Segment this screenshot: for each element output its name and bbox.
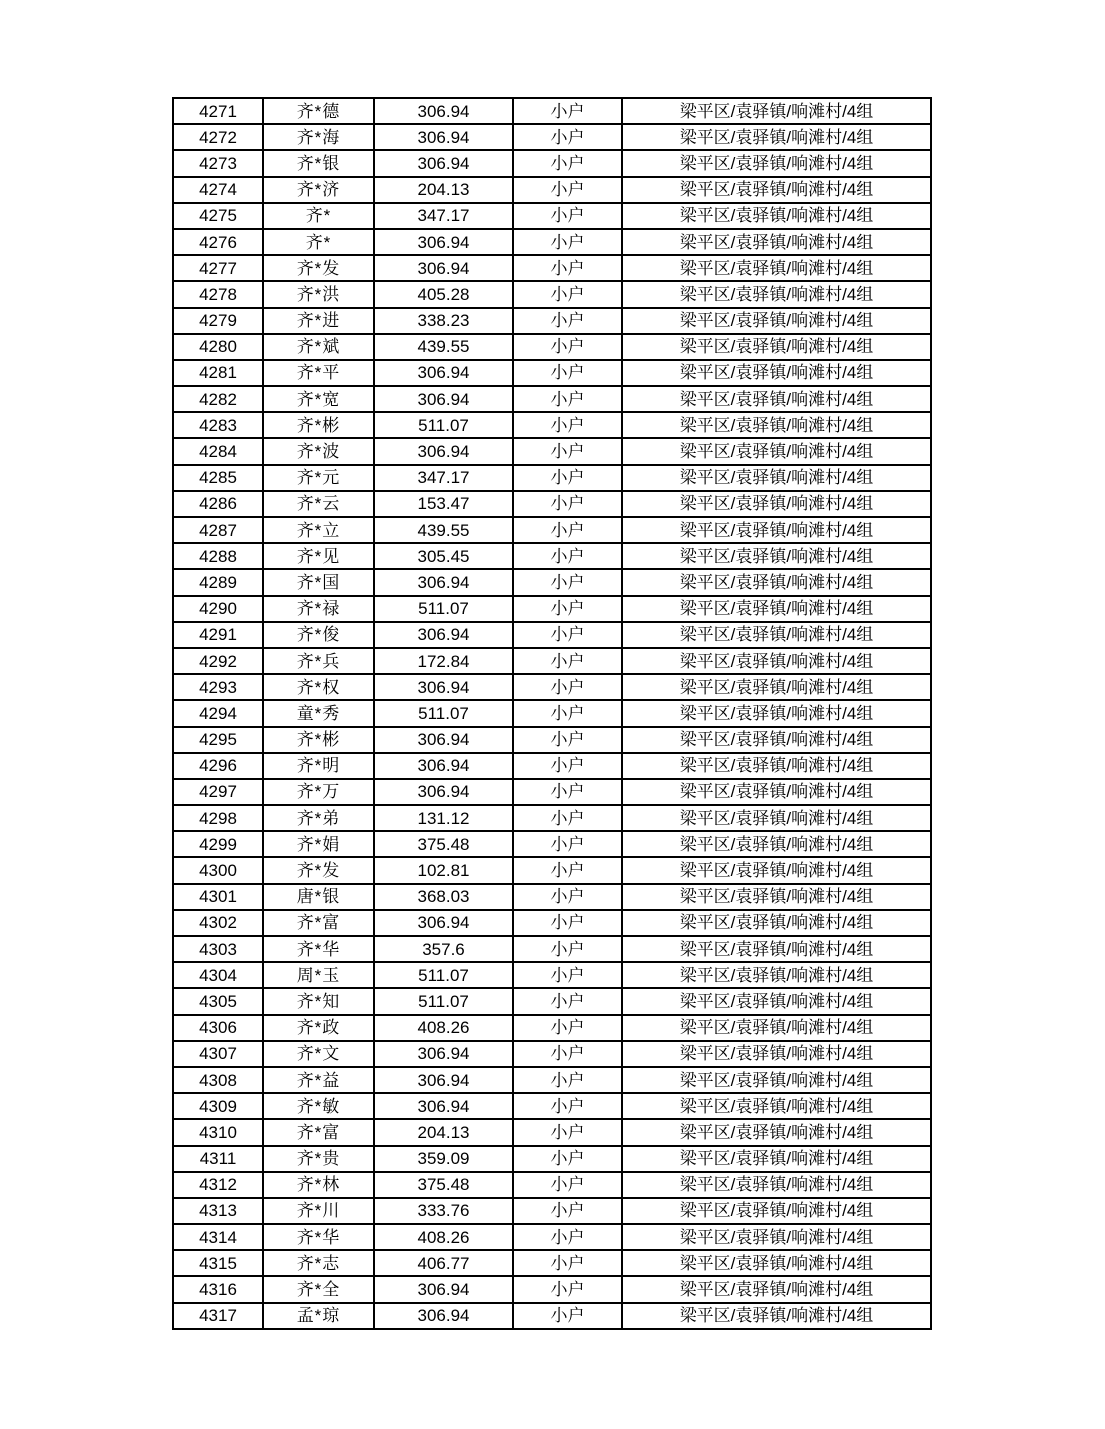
cell-serial-number: 4317 xyxy=(173,1303,263,1329)
cell-masked-name: 孟*琼 xyxy=(263,1303,374,1329)
cell-masked-name: 齐*平 xyxy=(263,360,374,386)
cell-amount: 357.6 xyxy=(374,936,513,962)
cell-masked-name: 齐*万 xyxy=(263,779,374,805)
cell-amount: 306.94 xyxy=(374,1093,513,1119)
cell-amount: 306.94 xyxy=(374,1276,513,1302)
cell-amount: 511.07 xyxy=(374,412,513,438)
cell-serial-number: 4290 xyxy=(173,596,263,622)
cell-amount: 306.94 xyxy=(374,255,513,281)
table-row xyxy=(173,884,931,910)
cell-household-type: 小户 xyxy=(513,150,622,176)
cell-amount: 305.45 xyxy=(374,543,513,569)
cell-masked-name: 齐*志 xyxy=(263,1250,374,1276)
cell-household-type: 小户 xyxy=(513,884,622,910)
cell-serial-number: 4305 xyxy=(173,988,263,1014)
table-row xyxy=(173,1146,931,1172)
cell-household-type: 小户 xyxy=(513,700,622,726)
cell-amount: 511.07 xyxy=(374,596,513,622)
table-row xyxy=(173,674,931,700)
cell-serial-number: 4307 xyxy=(173,1041,263,1067)
cell-household-type: 小户 xyxy=(513,910,622,936)
cell-address: 梁平区/袁驿镇/响滩村/4组 xyxy=(622,831,931,857)
cell-address: 梁平区/袁驿镇/响滩村/4组 xyxy=(622,1015,931,1041)
cell-masked-name: 齐*立 xyxy=(263,517,374,543)
cell-masked-name: 周*玉 xyxy=(263,962,374,988)
cell-serial-number: 4288 xyxy=(173,543,263,569)
cell-serial-number: 4293 xyxy=(173,674,263,700)
cell-address: 梁平区/袁驿镇/响滩村/4组 xyxy=(622,98,931,124)
cell-amount: 306.94 xyxy=(374,124,513,150)
table-row xyxy=(173,203,931,229)
cell-household-type: 小户 xyxy=(513,753,622,779)
table-row xyxy=(173,281,931,307)
cell-serial-number: 4292 xyxy=(173,648,263,674)
cell-masked-name: 齐*宽 xyxy=(263,386,374,412)
cell-address: 梁平区/袁驿镇/响滩村/4组 xyxy=(622,1093,931,1119)
cell-household-type: 小户 xyxy=(513,962,622,988)
cell-household-type: 小户 xyxy=(513,517,622,543)
table-row xyxy=(173,412,931,438)
cell-household-type: 小户 xyxy=(513,1198,622,1224)
table-row xyxy=(173,386,931,412)
cell-address: 梁平区/袁驿镇/响滩村/4组 xyxy=(622,569,931,595)
table-row xyxy=(173,308,931,334)
cell-masked-name: 齐*富 xyxy=(263,1119,374,1145)
cell-household-type: 小户 xyxy=(513,98,622,124)
cell-household-type: 小户 xyxy=(513,936,622,962)
cell-household-type: 小户 xyxy=(513,308,622,334)
cell-serial-number: 4275 xyxy=(173,203,263,229)
cell-masked-name: 齐*贵 xyxy=(263,1146,374,1172)
cell-serial-number: 4281 xyxy=(173,360,263,386)
cell-address: 梁平区/袁驿镇/响滩村/4组 xyxy=(622,465,931,491)
cell-serial-number: 4282 xyxy=(173,386,263,412)
cell-serial-number: 4271 xyxy=(173,98,263,124)
cell-household-type: 小户 xyxy=(513,674,622,700)
cell-household-type: 小户 xyxy=(513,386,622,412)
cell-amount: 306.94 xyxy=(374,727,513,753)
cell-serial-number: 4313 xyxy=(173,1198,263,1224)
cell-masked-name: 齐*华 xyxy=(263,936,374,962)
table-row xyxy=(173,648,931,674)
cell-household-type: 小户 xyxy=(513,1015,622,1041)
cell-household-type: 小户 xyxy=(513,334,622,360)
cell-household-type: 小户 xyxy=(513,779,622,805)
cell-address: 梁平区/袁驿镇/响滩村/4组 xyxy=(622,962,931,988)
cell-household-type: 小户 xyxy=(513,1172,622,1198)
table-row xyxy=(173,334,931,360)
cell-masked-name: 齐*银 xyxy=(263,150,374,176)
cell-masked-name: 齐*文 xyxy=(263,1041,374,1067)
cell-address: 梁平区/袁驿镇/响滩村/4组 xyxy=(622,700,931,726)
cell-household-type: 小户 xyxy=(513,1093,622,1119)
table-row xyxy=(173,465,931,491)
cell-household-type: 小户 xyxy=(513,491,622,517)
cell-masked-name: 齐*川 xyxy=(263,1198,374,1224)
cell-address: 梁平区/袁驿镇/响滩村/4组 xyxy=(622,1276,931,1302)
table-row xyxy=(173,831,931,857)
cell-household-type: 小户 xyxy=(513,1276,622,1302)
cell-serial-number: 4316 xyxy=(173,1276,263,1302)
cell-serial-number: 4303 xyxy=(173,936,263,962)
cell-amount: 306.94 xyxy=(374,1303,513,1329)
cell-address: 梁平区/袁驿镇/响滩村/4组 xyxy=(622,543,931,569)
cell-address: 梁平区/袁驿镇/响滩村/4组 xyxy=(622,1224,931,1250)
cell-amount: 375.48 xyxy=(374,831,513,857)
cell-masked-name: 齐*彬 xyxy=(263,727,374,753)
cell-amount: 408.26 xyxy=(374,1015,513,1041)
cell-serial-number: 4283 xyxy=(173,412,263,438)
cell-serial-number: 4294 xyxy=(173,700,263,726)
cell-amount: 306.94 xyxy=(374,674,513,700)
cell-serial-number: 4315 xyxy=(173,1250,263,1276)
table-row xyxy=(173,1198,931,1224)
cell-serial-number: 4295 xyxy=(173,727,263,753)
table-row xyxy=(173,229,931,255)
table-row xyxy=(173,753,931,779)
cell-address: 梁平区/袁驿镇/响滩村/4组 xyxy=(622,412,931,438)
cell-masked-name: 齐*敏 xyxy=(263,1093,374,1119)
cell-serial-number: 4308 xyxy=(173,1067,263,1093)
cell-household-type: 小户 xyxy=(513,857,622,883)
table-row xyxy=(173,1250,931,1276)
cell-amount: 306.94 xyxy=(374,622,513,648)
cell-address: 梁平区/袁驿镇/响滩村/4组 xyxy=(622,622,931,648)
cell-serial-number: 4274 xyxy=(173,177,263,203)
cell-address: 梁平区/袁驿镇/响滩村/4组 xyxy=(622,936,931,962)
cell-masked-name: 齐*洪 xyxy=(263,281,374,307)
cell-amount: 338.23 xyxy=(374,308,513,334)
cell-serial-number: 4289 xyxy=(173,569,263,595)
cell-address: 梁平区/袁驿镇/响滩村/4组 xyxy=(622,360,931,386)
cell-serial-number: 4272 xyxy=(173,124,263,150)
cell-masked-name: 齐*元 xyxy=(263,465,374,491)
cell-masked-name: 齐* xyxy=(263,203,374,229)
cell-masked-name: 齐*发 xyxy=(263,255,374,281)
cell-address: 梁平区/袁驿镇/响滩村/4组 xyxy=(622,596,931,622)
cell-masked-name: 齐*兵 xyxy=(263,648,374,674)
cell-household-type: 小户 xyxy=(513,438,622,464)
cell-serial-number: 4311 xyxy=(173,1146,263,1172)
cell-address: 梁平区/袁驿镇/响滩村/4组 xyxy=(622,150,931,176)
table-row xyxy=(173,1015,931,1041)
cell-address: 梁平区/袁驿镇/响滩村/4组 xyxy=(622,124,931,150)
cell-serial-number: 4287 xyxy=(173,517,263,543)
cell-address: 梁平区/袁驿镇/响滩村/4组 xyxy=(622,255,931,281)
cell-serial-number: 4301 xyxy=(173,884,263,910)
cell-masked-name: 齐*海 xyxy=(263,124,374,150)
cell-amount: 153.47 xyxy=(374,491,513,517)
cell-masked-name: 齐*见 xyxy=(263,543,374,569)
cell-serial-number: 4276 xyxy=(173,229,263,255)
cell-serial-number: 4291 xyxy=(173,622,263,648)
cell-household-type: 小户 xyxy=(513,124,622,150)
table-row xyxy=(173,805,931,831)
cell-masked-name: 齐*波 xyxy=(263,438,374,464)
cell-masked-name: 齐*林 xyxy=(263,1172,374,1198)
table-row xyxy=(173,543,931,569)
table-row xyxy=(173,727,931,753)
table-row xyxy=(173,936,931,962)
cell-serial-number: 4284 xyxy=(173,438,263,464)
table-row xyxy=(173,779,931,805)
cell-amount: 511.07 xyxy=(374,962,513,988)
cell-amount: 131.12 xyxy=(374,805,513,831)
cell-household-type: 小户 xyxy=(513,1067,622,1093)
cell-amount: 204.13 xyxy=(374,1119,513,1145)
cell-amount: 306.94 xyxy=(374,438,513,464)
cell-masked-name: 齐*富 xyxy=(263,910,374,936)
table-row xyxy=(173,1224,931,1250)
cell-address: 梁平区/袁驿镇/响滩村/4组 xyxy=(622,1041,931,1067)
cell-address: 梁平区/袁驿镇/响滩村/4组 xyxy=(622,177,931,203)
cell-address: 梁平区/袁驿镇/响滩村/4组 xyxy=(622,1303,931,1329)
household-table-body xyxy=(173,98,931,1329)
cell-amount: 306.94 xyxy=(374,1041,513,1067)
cell-masked-name: 齐*云 xyxy=(263,491,374,517)
cell-address: 梁平区/袁驿镇/响滩村/4组 xyxy=(622,1198,931,1224)
cell-amount: 306.94 xyxy=(374,779,513,805)
cell-serial-number: 4285 xyxy=(173,465,263,491)
cell-address: 梁平区/袁驿镇/响滩村/4组 xyxy=(622,910,931,936)
cell-household-type: 小户 xyxy=(513,1146,622,1172)
cell-serial-number: 4302 xyxy=(173,910,263,936)
cell-amount: 306.94 xyxy=(374,1067,513,1093)
cell-address: 梁平区/袁驿镇/响滩村/4组 xyxy=(622,229,931,255)
cell-masked-name: 齐*明 xyxy=(263,753,374,779)
cell-serial-number: 4306 xyxy=(173,1015,263,1041)
table-row xyxy=(173,622,931,648)
cell-household-type: 小户 xyxy=(513,727,622,753)
cell-serial-number: 4299 xyxy=(173,831,263,857)
table-row xyxy=(173,1119,931,1145)
table-row xyxy=(173,857,931,883)
cell-address: 梁平区/袁驿镇/响滩村/4组 xyxy=(622,1119,931,1145)
cell-amount: 408.26 xyxy=(374,1224,513,1250)
cell-amount: 359.09 xyxy=(374,1146,513,1172)
table-row xyxy=(173,700,931,726)
cell-serial-number: 4279 xyxy=(173,308,263,334)
table-row xyxy=(173,124,931,150)
cell-address: 梁平区/袁驿镇/响滩村/4组 xyxy=(622,805,931,831)
cell-household-type: 小户 xyxy=(513,831,622,857)
cell-household-type: 小户 xyxy=(513,281,622,307)
cell-amount: 511.07 xyxy=(374,700,513,726)
cell-household-type: 小户 xyxy=(513,596,622,622)
cell-serial-number: 4280 xyxy=(173,334,263,360)
cell-masked-name: 齐*彬 xyxy=(263,412,374,438)
cell-serial-number: 4309 xyxy=(173,1093,263,1119)
cell-address: 梁平区/袁驿镇/响滩村/4组 xyxy=(622,517,931,543)
cell-address: 梁平区/袁驿镇/响滩村/4组 xyxy=(622,884,931,910)
cell-serial-number: 4278 xyxy=(173,281,263,307)
cell-masked-name: 齐*进 xyxy=(263,308,374,334)
cell-masked-name: 齐*斌 xyxy=(263,334,374,360)
cell-serial-number: 4286 xyxy=(173,491,263,517)
cell-household-type: 小户 xyxy=(513,255,622,281)
table-row xyxy=(173,1041,931,1067)
cell-serial-number: 4300 xyxy=(173,857,263,883)
cell-address: 梁平区/袁驿镇/响滩村/4组 xyxy=(622,1067,931,1093)
table-row xyxy=(173,255,931,281)
cell-masked-name: 齐*德 xyxy=(263,98,374,124)
cell-address: 梁平区/袁驿镇/响滩村/4组 xyxy=(622,1172,931,1198)
cell-household-type: 小户 xyxy=(513,988,622,1014)
cell-masked-name: 齐*国 xyxy=(263,569,374,595)
table-row xyxy=(173,517,931,543)
cell-amount: 368.03 xyxy=(374,884,513,910)
cell-masked-name: 齐*俊 xyxy=(263,622,374,648)
cell-serial-number: 4273 xyxy=(173,150,263,176)
cell-address: 梁平区/袁驿镇/响滩村/4组 xyxy=(622,491,931,517)
cell-address: 梁平区/袁驿镇/响滩村/4组 xyxy=(622,308,931,334)
cell-address: 梁平区/袁驿镇/响滩村/4组 xyxy=(622,648,931,674)
cell-masked-name: 齐*华 xyxy=(263,1224,374,1250)
cell-serial-number: 4314 xyxy=(173,1224,263,1250)
cell-masked-name: 童*秀 xyxy=(263,700,374,726)
cell-address: 梁平区/袁驿镇/响滩村/4组 xyxy=(622,674,931,700)
table-row xyxy=(173,569,931,595)
table-row xyxy=(173,1067,931,1093)
table-row xyxy=(173,596,931,622)
table-row xyxy=(173,98,931,124)
cell-masked-name: 齐*济 xyxy=(263,177,374,203)
cell-amount: 306.94 xyxy=(374,386,513,412)
cell-address: 梁平区/袁驿镇/响滩村/4组 xyxy=(622,988,931,1014)
cell-amount: 102.81 xyxy=(374,857,513,883)
cell-amount: 306.94 xyxy=(374,229,513,255)
cell-amount: 347.17 xyxy=(374,465,513,491)
cell-amount: 306.94 xyxy=(374,150,513,176)
table-row xyxy=(173,962,931,988)
cell-household-type: 小户 xyxy=(513,203,622,229)
table-row xyxy=(173,150,931,176)
table-row xyxy=(173,1172,931,1198)
cell-amount: 306.94 xyxy=(374,98,513,124)
table-row xyxy=(173,988,931,1014)
cell-serial-number: 4310 xyxy=(173,1119,263,1145)
table-row xyxy=(173,360,931,386)
cell-address: 梁平区/袁驿镇/响滩村/4组 xyxy=(622,753,931,779)
table-row xyxy=(173,1303,931,1329)
cell-household-type: 小户 xyxy=(513,1250,622,1276)
cell-address: 梁平区/袁驿镇/响滩村/4组 xyxy=(622,727,931,753)
cell-household-type: 小户 xyxy=(513,1224,622,1250)
cell-amount: 306.94 xyxy=(374,910,513,936)
cell-address: 梁平区/袁驿镇/响滩村/4组 xyxy=(622,1250,931,1276)
cell-masked-name: 齐*益 xyxy=(263,1067,374,1093)
cell-address: 梁平区/袁驿镇/响滩村/4组 xyxy=(622,438,931,464)
cell-amount: 306.94 xyxy=(374,753,513,779)
cell-masked-name: 齐*禄 xyxy=(263,596,374,622)
cell-serial-number: 4304 xyxy=(173,962,263,988)
cell-amount: 406.77 xyxy=(374,1250,513,1276)
cell-masked-name: 齐*政 xyxy=(263,1015,374,1041)
cell-masked-name: 唐*银 xyxy=(263,884,374,910)
cell-serial-number: 4296 xyxy=(173,753,263,779)
cell-address: 梁平区/袁驿镇/响滩村/4组 xyxy=(622,203,931,229)
cell-amount: 333.76 xyxy=(374,1198,513,1224)
cell-masked-name: 齐* xyxy=(263,229,374,255)
cell-household-type: 小户 xyxy=(513,412,622,438)
table-row xyxy=(173,1276,931,1302)
cell-masked-name: 齐*知 xyxy=(263,988,374,1014)
table-row xyxy=(173,438,931,464)
cell-address: 梁平区/袁驿镇/响滩村/4组 xyxy=(622,779,931,805)
cell-amount: 347.17 xyxy=(374,203,513,229)
cell-household-type: 小户 xyxy=(513,465,622,491)
cell-household-type: 小户 xyxy=(513,543,622,569)
cell-amount: 172.84 xyxy=(374,648,513,674)
table-row xyxy=(173,910,931,936)
cell-address: 梁平区/袁驿镇/响滩村/4组 xyxy=(622,334,931,360)
cell-amount: 439.55 xyxy=(374,517,513,543)
cell-amount: 306.94 xyxy=(374,569,513,595)
cell-amount: 439.55 xyxy=(374,334,513,360)
household-table xyxy=(172,97,932,1330)
cell-household-type: 小户 xyxy=(513,360,622,386)
cell-household-type: 小户 xyxy=(513,1041,622,1067)
cell-amount: 375.48 xyxy=(374,1172,513,1198)
cell-amount: 306.94 xyxy=(374,360,513,386)
cell-household-type: 小户 xyxy=(513,805,622,831)
cell-masked-name: 齐*权 xyxy=(263,674,374,700)
cell-masked-name: 齐*弟 xyxy=(263,805,374,831)
table-row xyxy=(173,177,931,203)
cell-amount: 405.28 xyxy=(374,281,513,307)
cell-household-type: 小户 xyxy=(513,648,622,674)
cell-address: 梁平区/袁驿镇/响滩村/4组 xyxy=(622,386,931,412)
cell-address: 梁平区/袁驿镇/响滩村/4组 xyxy=(622,1146,931,1172)
cell-serial-number: 4312 xyxy=(173,1172,263,1198)
cell-masked-name: 齐*全 xyxy=(263,1276,374,1302)
cell-serial-number: 4277 xyxy=(173,255,263,281)
cell-serial-number: 4298 xyxy=(173,805,263,831)
cell-address: 梁平区/袁驿镇/响滩村/4组 xyxy=(622,281,931,307)
cell-household-type: 小户 xyxy=(513,569,622,595)
table-row xyxy=(173,491,931,517)
cell-masked-name: 齐*发 xyxy=(263,857,374,883)
cell-household-type: 小户 xyxy=(513,1119,622,1145)
cell-household-type: 小户 xyxy=(513,177,622,203)
cell-amount: 204.13 xyxy=(374,177,513,203)
cell-household-type: 小户 xyxy=(513,229,622,255)
cell-household-type: 小户 xyxy=(513,1303,622,1329)
cell-amount: 511.07 xyxy=(374,988,513,1014)
cell-masked-name: 齐*娟 xyxy=(263,831,374,857)
cell-serial-number: 4297 xyxy=(173,779,263,805)
table-row xyxy=(173,1093,931,1119)
cell-household-type: 小户 xyxy=(513,622,622,648)
cell-address: 梁平区/袁驿镇/响滩村/4组 xyxy=(622,857,931,883)
